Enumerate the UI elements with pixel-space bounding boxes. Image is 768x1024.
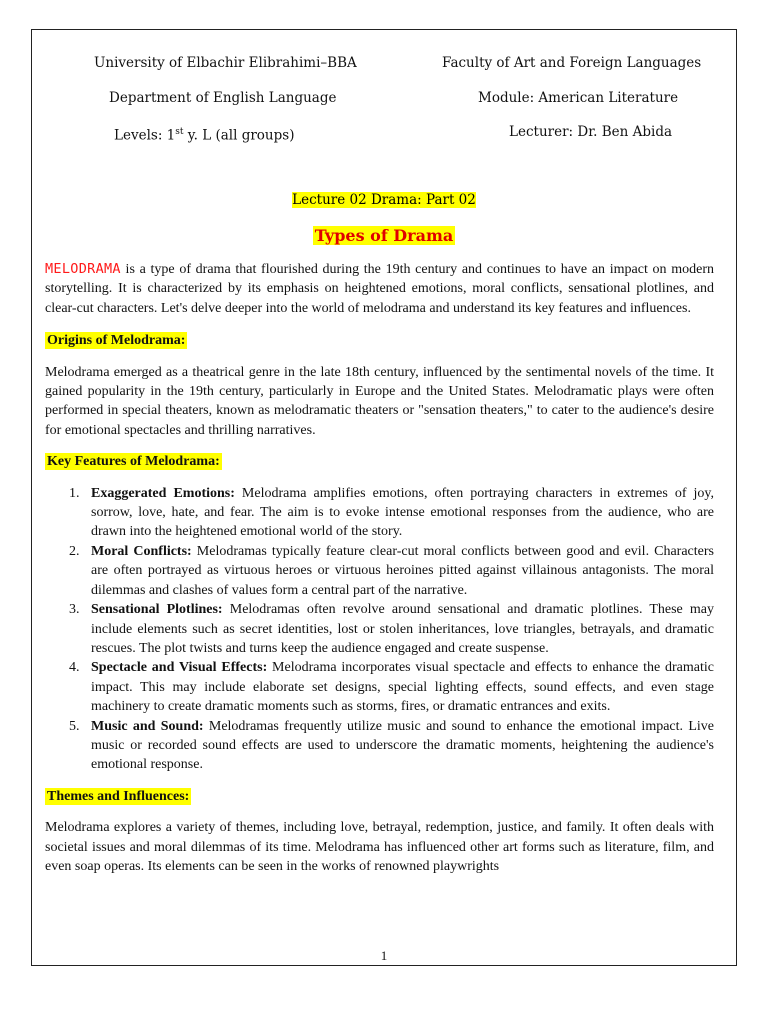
page-number: 1 — [380, 948, 388, 963]
themes-heading-row — [45, 787, 714, 806]
list-item — [45, 484, 714, 542]
list-number: 4. — [69, 660, 80, 676]
intro-text: is a type of drama that flourished during the 19th century and continues to have an impact on modern storytelling. It is characterized by its emphasis on heightened emotions, moral conflicts, sensational plotlines, and clear-cut characters. Let's delve deeper into the world of melodrama and understand its key features and influences. — [45, 262, 714, 316]
page-title: Types of Drama — [314, 226, 454, 245]
list-number: 3. — [69, 602, 80, 618]
list-item-text: Melodrama amplifies emotions, often portraying characters in extremes of joy, sorrow, love, hate, and fear. The aim is to evoke intense emotional responses from the audience, who are drawn into the heightened emotional world of the story. — [91, 485, 714, 540]
features-heading-row — [45, 452, 714, 471]
list-item-text: Melodramas frequently utilize music and sound to enhance the emotional impact. Live music or recorded sound effects are used to underscore the dramatic moments, heightening the audience's emotional response. — [91, 718, 714, 773]
themes-heading: Themes and Influences: — [47, 788, 190, 804]
list-number: 5. — [69, 718, 80, 734]
origins-heading: Origins of Melodrama: — [47, 333, 186, 349]
list-number: 1. — [69, 485, 80, 501]
department-name: Department of English Language — [109, 90, 337, 106]
list-item-label: Exaggerated Emotions: — [91, 485, 235, 501]
themes-paragraph: Melodrama explores a variety of themes, including love, betrayal, redemption, justice, and family. It often deals with societal issues and moral dilemmas of its time. Melodrama has influenced other art forms such as literature, film, and even soap operas. Its elements can be seen in the works of renowned playwrights — [45, 820, 714, 874]
module-name: Module: American Literature — [478, 90, 679, 106]
levels-prefix: Levels: 1 — [114, 127, 176, 144]
list-item-text: Melodramas typically feature clear-cut moral conflicts between good and evil. Characters are often portrayed as virtuous heroes or virtuous heroines pitted against villainous antagonists. The moral dilemmas and clashes of values form a central part of the narrative. — [91, 543, 714, 598]
list-item-label: Sensational Plotlines: — [91, 602, 223, 618]
list-item-label: Spectacle and Visual Effects: — [91, 660, 268, 676]
levels-sup: st — [175, 127, 184, 137]
features-heading: Key Features of Melodrama: — [47, 454, 220, 470]
document-body — [45, 260, 714, 876]
list-item — [45, 658, 714, 716]
origins-paragraph: Melodrama emerged as a theatrical genre in the late 18th century, influenced by the sentimental novels of the time. It gained popularity in the 19th century, particularly in Europe and the United States. Melodramatic plays were often performed in special theaters, known as melodramatic theaters or "sensation theaters," to cater to the audience's desire for emotional spectacles and thrilling narratives. — [45, 364, 714, 438]
list-item — [45, 542, 714, 600]
lecture-label-row — [0, 192, 768, 208]
list-item-label: Moral Conflicts: — [91, 543, 192, 559]
origins-heading-row — [45, 331, 714, 350]
intro-paragraph — [45, 260, 714, 318]
melodrama-term: MELODRAMA — [45, 261, 121, 277]
page-title-row — [0, 226, 768, 245]
list-item-label: Music and Sound: — [91, 718, 204, 734]
list-number: 2. — [69, 543, 80, 559]
levels-suffix: y. L (all groups) — [183, 127, 295, 144]
levels-line — [114, 124, 294, 144]
lecturer-name: Lecturer: Dr. Ben Abida — [509, 124, 673, 140]
features-list — [45, 484, 714, 775]
list-item-text: Melodramas often revolve around sensational and dramatic plotlines. These may include elements such as secret identities, lost or stolen inheritances, love triangles, betrayals, and dramatic rescues. The plot twists and turns keep the audience engaged and create suspense. — [91, 602, 714, 656]
university-name: University of Elbachir Elibrahimi–BBA — [94, 55, 357, 71]
faculty-name: Faculty of Art and Foreign Languages — [442, 55, 702, 71]
lecture-label: Lecture 02 Drama: Part 02 — [292, 192, 476, 208]
list-item-text: Melodrama incorporates visual spectacle and effects to enhance the dramatic impact. This may include elaborate set designs, special lighting effects, sound effects, and even stage machinery to create dramatic moments such as storms, fires, or dramatic entrances and exits. — [91, 660, 714, 715]
list-item — [45, 717, 714, 775]
list-item — [45, 600, 714, 658]
